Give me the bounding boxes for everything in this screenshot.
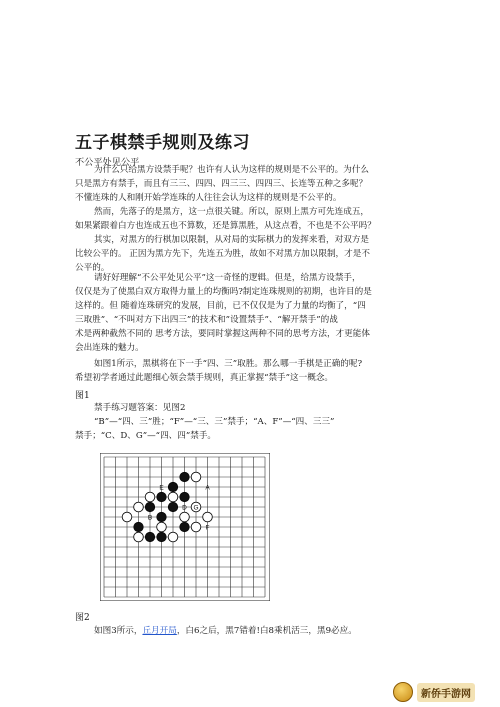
black-stone [168,482,178,492]
opening-link[interactable]: 丘月开局 [142,626,177,636]
logo-badge-icon [393,682,413,702]
point-letter-d: D [182,504,187,512]
text-line: 比较公平的。 正因为黑方先下，先连五为胜，故如不对黑方加以限制，才是不 [75,249,370,260]
paragraph-4 [75,271,427,356]
text-line: 如果紧跟着白方也连成五也不算数，还是算黑胜，从这点看，不也是不公平吗？ [75,221,376,232]
text-line: 其实，对黑方的行棋加以限制，从对局的实际棋力的发挥来看，对双方是 [94,235,370,245]
gomoku-board [100,453,270,601]
text-line: 然而，先落子的是黑方，这一点很关键。所以，原则上黑方可先连成五， [94,207,370,217]
white-stone [122,512,132,522]
figure-2-label: 图2 [75,613,90,623]
text-line: 不懂连珠的人和刚开始学连珠的人往往会认为这样的规则是不公平的。 [75,193,342,204]
logo-text: 新侨手游网 [417,683,475,702]
point-letter-e: E [159,484,164,492]
white-stone [191,522,201,532]
text-prefix: 如图3所示， [94,626,143,636]
text-line: “B”—“四、三”胜；“F”—“三、三”禁手；“A、F”—“四、三三” [94,417,335,428]
black-stone [134,522,144,532]
white-stone [157,522,167,532]
point-letter-b: B [147,514,153,522]
text-line: 只是黑方有禁手，而且有三三、四四、四三三、四四三、长连等五种之多呢？ [75,179,368,190]
text-line [75,624,427,638]
text-line: 会出连珠的魅力。 [75,343,144,354]
white-stone [203,512,213,522]
black-stone [180,522,190,532]
black-stone [145,502,155,512]
text-line: 禁手练习题答案：见图2 [94,403,186,413]
black-stone [180,472,190,482]
article-title: 五子棋禁手规则及练习 [75,133,250,153]
text-line: 这样的。但 随着连珠研究的发展，目前，已不仅仅是为了力量的均衡了，“四 [75,301,366,312]
text-line: 术是两种截然不同的 思考方法，要同时掌握这两种不同的思考方法，才更能体 [75,329,370,340]
white-stone [134,502,144,512]
black-stone [157,512,167,522]
black-stone [157,532,167,542]
point-letter-g: G [193,504,199,512]
site-logo[interactable] [393,681,497,703]
text-line: 如图1所示，黑棋将在下一手“四、三”取胜。那么哪一手棋是正确的呢? [94,359,363,369]
white-stone [145,492,155,502]
white-stone [168,492,178,502]
text-suffix: ，白6之后，黑7错着!白8乘机活三，黑9必应。 [176,626,357,636]
black-stone [180,492,190,502]
white-stone [191,472,201,482]
white-stone [168,532,178,542]
section-subheading: 不公平处见公平 [75,157,140,168]
black-stone [145,532,155,542]
answers-block [75,401,427,443]
white-stone [180,512,190,522]
paragraph-5 [75,357,427,385]
white-stone [134,532,144,542]
paragraph-2 [75,205,427,233]
text-line: 仅仅是为了使黑白双方取得力量上的均衡吗?制定连珠规则的初期，也许目的是 [75,287,372,298]
text-line: 公平的。 [75,263,110,274]
paragraph-3 [75,233,427,275]
text-line: 三取胜”、“不叫对方下出四三”的技术和”设置禁手”、“解开禁手”的战 [75,315,338,326]
black-stone [157,492,167,502]
paragraph-6 [75,624,427,638]
text-line: 禁手；“C、D、G”—“四、四”禁手。 [75,431,217,442]
text-line: 请好好理解“不公平处见公平”这一奇怪的逻辑。但是，给黑方设禁手， [94,273,361,283]
text-line: 为什么只给黑方设禁手呢？也许有人认为这样的规则是不公平的。为什么 [94,165,370,175]
point-letter-f: F [205,524,210,532]
paragraph-1 [75,163,427,205]
point-letter-a: A [205,484,210,492]
text-line: 希望初学者通过此题细心领会禁手规则，真正掌握“禁手”这一概念。 [75,373,334,384]
figure-1-label: 图1 [75,391,90,401]
point-letter-c: C [170,504,176,512]
